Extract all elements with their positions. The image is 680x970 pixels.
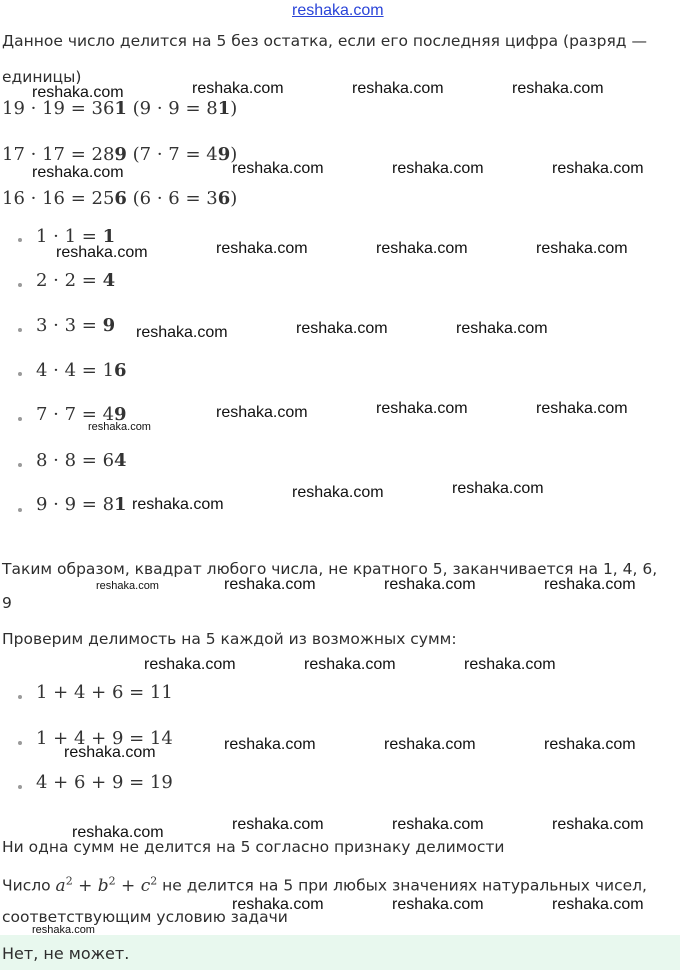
paragraph-divisibility-rule: Данное число делится на 5 без остатка, если его последняя цифра (разряд — <box>2 32 647 50</box>
bullet <box>18 372 22 376</box>
none-divisible-statement: Ни одна сумм не делится на 5 согласно признаку делимости <box>2 838 505 856</box>
list-item: 4 · 4 = 16 <box>36 360 127 381</box>
list-item: 1 + 4 + 6 = 11 <box>36 682 173 703</box>
watermark: reshaka.com <box>512 80 604 97</box>
watermark: reshaka.com <box>144 656 236 673</box>
watermark: reshaka.com <box>544 576 636 593</box>
bullet <box>18 741 22 745</box>
check-intro: Проверим делимость на 5 каждой из возможных сумм: <box>2 630 457 648</box>
list-item: 9 · 9 = 81 <box>36 494 127 515</box>
bullet <box>18 695 22 699</box>
watermark: reshaka.com <box>32 924 95 936</box>
example-16-squared: 16 · 16 = 256 (6 · 6 = 36) <box>2 188 238 209</box>
watermark: reshaka.com <box>376 400 468 417</box>
watermark: reshaka.com <box>392 160 484 177</box>
watermark: reshaka.com <box>192 80 284 97</box>
list-item: 4 + 6 + 9 = 19 <box>36 772 173 793</box>
watermark: reshaka.com <box>384 576 476 593</box>
watermark: reshaka.com <box>296 320 388 337</box>
watermark: reshaka.com <box>132 496 224 513</box>
list-item: 7 · 7 = 49 <box>36 404 127 425</box>
watermark: reshaka.com <box>464 656 556 673</box>
paragraph-divisibility-rule-cont: единицы) <box>2 68 82 86</box>
watermark: reshaka.com <box>64 744 156 761</box>
final-statement-cont: соответствующим условию задачи <box>2 908 288 926</box>
example-17-squared: 17 · 17 = 289 (7 · 7 = 49) <box>2 144 238 165</box>
list-item: 8 · 8 = 64 <box>36 450 127 471</box>
watermark: reshaka.com <box>232 816 324 833</box>
watermark: reshaka.com <box>452 480 544 497</box>
bullet <box>18 283 22 287</box>
bullet <box>18 328 22 332</box>
watermark: reshaka.com <box>552 160 644 177</box>
list-item: 1 · 1 = 1 <box>36 226 116 247</box>
watermark: reshaka.com <box>292 484 384 501</box>
watermark: reshaka.com <box>552 816 644 833</box>
watermark: reshaka.com <box>72 824 164 841</box>
watermark: reshaka.com <box>216 404 308 421</box>
list-item: 2 · 2 = 4 <box>36 270 116 291</box>
bullet <box>18 238 22 242</box>
watermark: reshaka.com <box>32 164 124 181</box>
watermark: reshaka.com <box>56 244 148 261</box>
bullet <box>18 463 22 467</box>
watermark: reshaka.com <box>224 576 316 593</box>
watermark: reshaka.com <box>456 320 548 337</box>
watermark: reshaka.com <box>304 656 396 673</box>
watermark: reshaka.com <box>392 816 484 833</box>
watermark: reshaka.com <box>544 736 636 753</box>
final-statement: Число $a^2 + b^2 + c^2$ не делится на 5 при любых значениях натуральных чисел, <box>2 874 647 896</box>
watermark: reshaka.com <box>216 240 308 257</box>
watermark: reshaka.com <box>384 736 476 753</box>
watermark: reshaka.com <box>536 400 628 417</box>
watermark: reshaka.com <box>232 896 324 913</box>
answer-text: Нет, не может. <box>2 944 130 963</box>
conclusion-paragraph-cont: 9 <box>2 594 12 612</box>
watermark: reshaka.com <box>224 736 316 753</box>
list-item: 1 + 4 + 9 = 14 <box>36 728 173 749</box>
watermark: reshaka.com <box>136 324 228 341</box>
watermark: reshaka.com <box>96 580 159 592</box>
watermark: reshaka.com <box>552 896 644 913</box>
watermark: reshaka.com <box>376 240 468 257</box>
watermark: reshaka.com <box>32 84 124 101</box>
conclusion-paragraph: Таким образом, квадрат любого числа, не кратного 5, заканчивается на 1, 4, 6, <box>2 560 658 578</box>
site-link[interactable]: reshaka.com <box>292 2 384 19</box>
bullet <box>18 417 22 421</box>
list-item: 3 · 3 = 9 <box>36 315 116 336</box>
watermark: reshaka.com <box>232 160 324 177</box>
watermark: reshaka.com <box>536 240 628 257</box>
watermark: reshaka.com <box>352 80 444 97</box>
bullet <box>18 785 22 789</box>
example-19-squared: 19 · 19 = 361 (9 · 9 = 81) <box>2 98 238 119</box>
bullet <box>18 508 22 512</box>
watermark: reshaka.com <box>392 896 484 913</box>
watermark: reshaka.com <box>88 421 151 433</box>
